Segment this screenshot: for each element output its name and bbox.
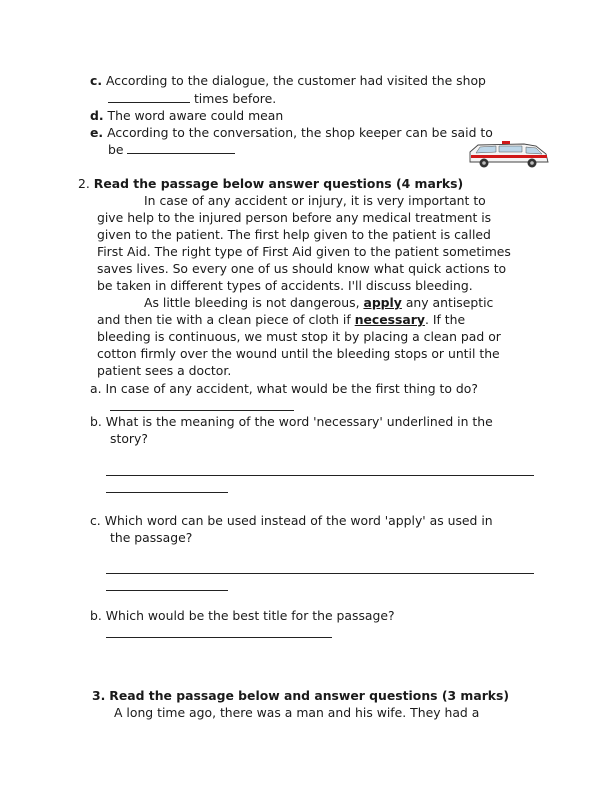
section-3-number: 3. (92, 688, 106, 703)
passage-line: given to the patient. The first help given to the patient is called (97, 227, 491, 242)
answer-line-b2[interactable] (106, 492, 228, 493)
keyword-apply: apply (363, 295, 402, 310)
question-d-text: The word aware could mean (107, 108, 284, 123)
passage-line (97, 311, 465, 328)
question-b: b. What is the meaning of the word 'necessary' underlined in the (90, 414, 493, 429)
question-title: b. Which would be the best title for the passage? (90, 608, 395, 623)
question-d-label: d. (90, 108, 104, 123)
answer-line-a[interactable] (110, 410, 294, 411)
passage-line: saves lives. So every one of us should know what quick actions to (97, 261, 507, 276)
section-3-title: Read the passage below and answer questions (3 marks) (109, 688, 510, 703)
question-c-line2 (108, 90, 276, 107)
question-b-line2: story? (110, 431, 148, 446)
answer-line-c1[interactable] (106, 573, 534, 574)
question-e-text: According to the conversation, the shop keeper can be said to (107, 125, 493, 140)
question-e-text-2: be (108, 142, 124, 157)
question-c-label: c. (90, 73, 103, 88)
passage-line: be taken in different types of accidents. I'll discuss bleeding. (97, 278, 473, 293)
section-2-number: 2. (78, 176, 90, 191)
section-2-heading (78, 175, 463, 192)
question-c-text: According to the dialogue, the customer had visited the shop (106, 73, 486, 88)
passage-line (144, 294, 493, 311)
question-e-line2 (108, 141, 235, 158)
passage-line: give help to the injured person before any medical treatment is (97, 210, 492, 225)
passage-line: In case of any accident or injury, it is very important to (144, 193, 486, 208)
passage-text: As little bleeding is not dangerous, (144, 295, 364, 310)
passage-line: First Aid. The right type of First Aid given to the patient sometimes (97, 244, 511, 259)
ambulance-icon (466, 140, 552, 170)
keyword-necessary: necessary (354, 312, 425, 327)
question-c-text-2: times before. (193, 91, 277, 106)
passage-text: any antiseptic (401, 295, 494, 310)
question-a: a. In case of any accident, what would be the first thing to do? (90, 381, 478, 396)
question-c (90, 72, 486, 89)
section-2-title: Read the passage below answer questions (4 marks) (93, 176, 464, 191)
question-c-passage-line2: the passage? (110, 530, 193, 545)
section-3-passage-line: A long time ago, there was a man and his wife. They had a (114, 705, 480, 720)
passage-line: bleeding is continuous, we must stop it by placing a clean pad or (97, 329, 501, 344)
question-e-label: e. (90, 125, 104, 140)
passage-text: . If the (424, 312, 466, 327)
question-d (90, 107, 283, 124)
answer-line-b1[interactable] (106, 475, 534, 476)
answer-line-c2[interactable] (106, 590, 228, 591)
passage-text: and then tie with a clean piece of cloth if (97, 312, 355, 327)
answer-blank-e[interactable] (127, 141, 235, 154)
passage-line: patient sees a doctor. (97, 363, 232, 378)
answer-blank-c[interactable] (108, 90, 190, 103)
question-c-passage: c. Which word can be used instead of the word 'apply' as used in (90, 513, 493, 528)
passage-line: cotton firmly over the wound until the bleeding stops or until the (97, 346, 500, 361)
answer-line-title[interactable] (106, 637, 332, 638)
section-3-heading (92, 687, 509, 704)
question-e (90, 124, 493, 141)
